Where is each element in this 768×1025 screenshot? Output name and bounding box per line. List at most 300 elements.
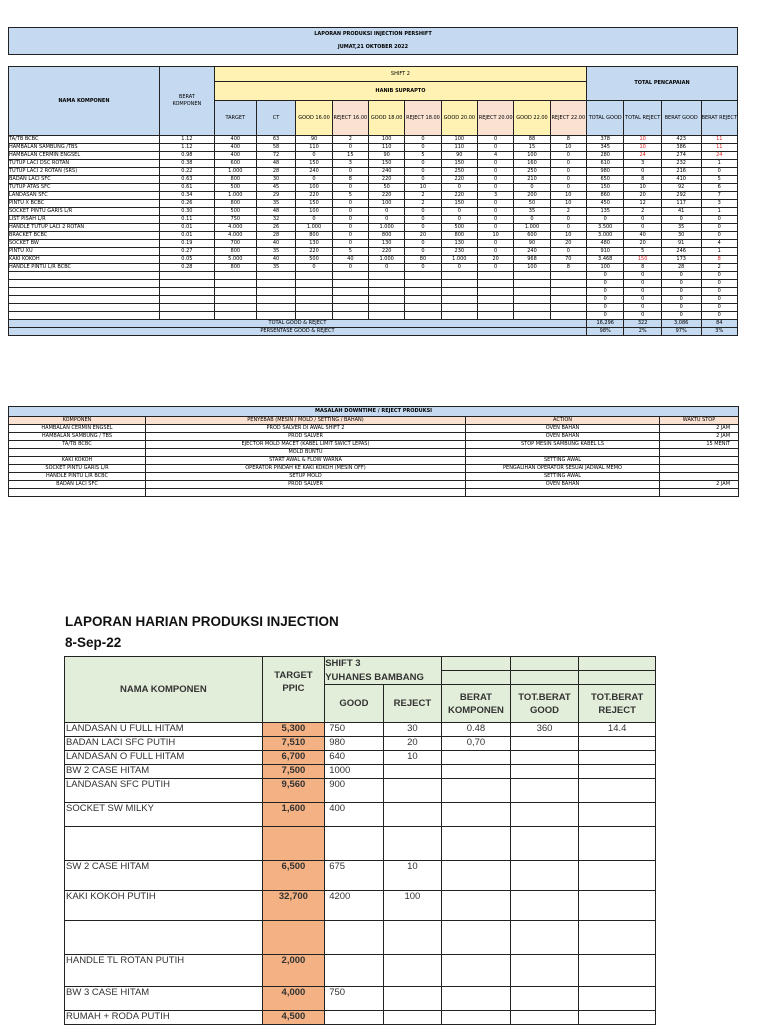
row-total: 0	[587, 272, 624, 280]
downtime-cell: STOP MESIN SAMBUNG KABEL LS	[466, 441, 660, 449]
report1-date: JUMAT,21 OKTOBER 2022	[9, 41, 738, 55]
row-berat: 0.05	[159, 256, 214, 264]
row-name: HAMBALAN SAMBUNG /TBS	[9, 144, 160, 152]
r2-table-row	[65, 765, 656, 779]
row-value: 0	[332, 232, 368, 240]
row-total: 0	[624, 296, 661, 304]
r2-row-target: 4,000	[262, 987, 325, 1011]
r2-row-good	[325, 955, 383, 987]
downtime-cell: OVEN BAHAN	[466, 425, 660, 433]
row-value: 200	[514, 192, 550, 200]
r2-row-tot-good	[510, 955, 579, 987]
col-target: TARGET	[214, 101, 256, 136]
row-value: 0	[477, 136, 513, 144]
row-ct: 35	[256, 248, 296, 256]
empty-cell	[9, 280, 160, 288]
downtime-cell: SOCKET PINTU GARIS L/R	[9, 465, 146, 473]
col-total: TOTAL REJECT	[624, 101, 661, 136]
row-ct: 35	[256, 200, 296, 208]
table-row	[9, 168, 738, 176]
row-total: 274	[661, 152, 701, 160]
row-total: 1	[701, 160, 738, 168]
row-value: 0	[550, 248, 586, 256]
col-ct: CT	[256, 101, 296, 136]
row-target: 800	[214, 248, 256, 256]
empty-cell	[405, 312, 441, 320]
r2-row-tot-reject	[579, 861, 656, 891]
r2-row-tot-reject: 14.4	[579, 723, 656, 737]
row-value: 100	[296, 208, 332, 216]
row-name: BADAN LACI SFC	[9, 176, 160, 184]
r2-row-name: LANDASAN U FULL HITAM	[65, 723, 263, 737]
row-ct: 40	[256, 256, 296, 264]
empty-cell	[332, 280, 368, 288]
row-ct: 40	[256, 240, 296, 248]
row-total: 3.468	[587, 256, 624, 264]
r2-row-good: 750	[325, 723, 383, 737]
row-value: 10	[550, 192, 586, 200]
row-total: 0	[661, 296, 701, 304]
downtime-cell: OPERATOR PINDAH KE KAKI KOKOH (MESIN OFF)	[146, 465, 466, 473]
r2-row-target: 6,500	[262, 861, 325, 891]
empty-cell	[296, 272, 332, 280]
empty-cell	[441, 272, 477, 280]
row-value: 10	[550, 232, 586, 240]
table-row	[9, 208, 738, 216]
empty-cell	[214, 296, 256, 304]
r2-row-reject: 30	[383, 723, 441, 737]
row-value: 100	[369, 136, 405, 144]
row-total: 410	[661, 176, 701, 184]
row-value: 0	[477, 248, 513, 256]
row-value: 0	[369, 264, 405, 272]
empty-cell	[159, 272, 214, 280]
row-total: 0	[701, 288, 738, 296]
downtime-cell: HAMBALAN CERMIN ENGSEL	[9, 425, 146, 433]
empty-cell	[159, 280, 214, 288]
row-total: 10	[624, 144, 661, 152]
row-total: 91	[661, 240, 701, 248]
row-target: 500	[214, 208, 256, 216]
total-value: 3,086	[661, 320, 701, 328]
row-total: 8	[624, 264, 661, 272]
empty-cell	[369, 296, 405, 304]
empty-cell	[256, 296, 296, 304]
row-total: 0	[701, 296, 738, 304]
row-ct: 28	[256, 168, 296, 176]
col-reject: REJECT 16.00	[332, 101, 368, 136]
row-target: 700	[214, 240, 256, 248]
row-value: 0	[477, 264, 513, 272]
r2-row-tot-reject	[579, 803, 656, 827]
empty-cell	[214, 312, 256, 320]
row-total: 860	[587, 192, 624, 200]
row-value: 0	[514, 216, 550, 224]
r2-row-good: 400	[325, 803, 383, 827]
empty-cell	[369, 304, 405, 312]
row-total: 0	[701, 272, 738, 280]
empty-cell	[550, 312, 586, 320]
col-reject: REJECT 18.00	[405, 101, 441, 136]
row-total: 135	[587, 208, 624, 216]
row-value: 10	[550, 200, 586, 208]
row-total: 0	[701, 224, 738, 232]
empty-cell	[514, 280, 550, 288]
row-value: 0	[477, 224, 513, 232]
r2-row-name: KAKI KOKOH PUTIH	[65, 891, 263, 921]
r2-row-name	[65, 921, 263, 955]
r2-table-row	[65, 803, 656, 827]
r2-col-tot-berat-good: TOT.BERAT GOOD	[510, 685, 579, 723]
downtime-row	[9, 449, 739, 457]
row-value: 0	[332, 184, 368, 192]
downtime-col-header: WAKTU STOP	[660, 417, 739, 425]
row-value: 160	[514, 160, 550, 168]
r2-row-reject	[383, 765, 441, 779]
r2-row-berat	[442, 921, 511, 955]
downtime-cell: 2 JAM	[660, 433, 739, 441]
row-value: 0	[550, 224, 586, 232]
row-value: 0	[296, 264, 332, 272]
row-target: 800	[214, 264, 256, 272]
empty-cell	[441, 280, 477, 288]
row-berat: 0.26	[159, 200, 214, 208]
r2-row-good	[325, 921, 383, 955]
empty-cell	[477, 312, 513, 320]
r2-row-target: 7,500	[262, 765, 325, 779]
row-name: TA/TB BCBC	[9, 136, 160, 144]
operator-name: HANIB SUPRAPTO	[214, 82, 586, 101]
row-target: 750	[214, 216, 256, 224]
downtime-cell	[9, 489, 146, 497]
row-total: 0	[661, 304, 701, 312]
row-value: 0	[296, 152, 332, 160]
row-berat: 1.12	[159, 144, 214, 152]
row-total: 1	[701, 248, 738, 256]
r2-row-tot-reject	[579, 921, 656, 955]
downtime-col-header: KOMPONEN	[9, 417, 146, 425]
downtime-row	[9, 465, 739, 473]
row-value: 600	[514, 232, 550, 240]
r2-table-row	[65, 1011, 656, 1025]
r2-row-reject	[383, 921, 441, 955]
row-value: 0	[550, 168, 586, 176]
row-value: 0	[441, 216, 477, 224]
r2-row-berat	[442, 861, 511, 891]
r2-row-reject	[383, 987, 441, 1011]
row-value: 35	[514, 208, 550, 216]
col-reject: REJECT 20.00	[477, 101, 513, 136]
row-total: 0	[587, 280, 624, 288]
table-row	[9, 216, 738, 224]
row-total: 0	[624, 288, 661, 296]
row-total: 41	[661, 208, 701, 216]
row-value: 0	[405, 208, 441, 216]
r2-row-berat	[442, 955, 511, 987]
row-value: 130	[441, 240, 477, 248]
row-value: 2	[405, 192, 441, 200]
empty-cell	[159, 312, 214, 320]
empty-cell	[332, 312, 368, 320]
downtime-col-header: ACTION	[466, 417, 660, 425]
row-total: 0	[701, 312, 738, 320]
col-good: GOOD 18.00	[369, 101, 405, 136]
row-berat: 0.34	[159, 192, 214, 200]
row-value: 0	[369, 208, 405, 216]
row-value: 230	[441, 248, 477, 256]
row-value: 80	[405, 256, 441, 264]
table-row	[9, 184, 738, 192]
downtime-cell: START AWAL & FLOW WARNA	[146, 457, 466, 465]
downtime-cell	[660, 489, 739, 497]
downtime-cell	[146, 489, 466, 497]
row-value: 130	[369, 240, 405, 248]
row-total: 0	[624, 224, 661, 232]
row-value: 50	[369, 184, 405, 192]
row-value: 0	[477, 216, 513, 224]
row-total: 28	[661, 264, 701, 272]
row-target: 1.000	[214, 168, 256, 176]
empty-cell	[214, 272, 256, 280]
empty-cell	[214, 280, 256, 288]
downtime-cell	[9, 449, 146, 457]
row-berat: 1.12	[159, 136, 214, 144]
r2-row-berat	[442, 751, 511, 765]
row-total: 0	[661, 272, 701, 280]
total-value: 322	[624, 320, 661, 328]
row-total: 12	[624, 200, 661, 208]
row-total: 150	[587, 184, 624, 192]
row-value: 1.000	[369, 224, 405, 232]
row-total: 246	[661, 248, 701, 256]
downtime-header-row	[9, 417, 739, 425]
row-value: 5	[332, 248, 368, 256]
row-target: 400	[214, 144, 256, 152]
empty-cell	[514, 288, 550, 296]
r2-row-tot-good	[510, 737, 579, 751]
empty-cell	[332, 304, 368, 312]
row-total: 0	[624, 304, 661, 312]
empty-cell	[296, 280, 332, 288]
table-row	[9, 232, 738, 240]
empty-row	[9, 296, 738, 304]
downtime-title: MASALAH DOWNTIME / REJECT PRODUKSI	[9, 407, 739, 417]
downtime-cell: 2 JAM	[660, 481, 739, 489]
r2-row-tot-reject	[579, 1011, 656, 1025]
r2-table-row	[65, 955, 656, 987]
row-berat: 0.28	[159, 264, 214, 272]
downtime-cell: SETTING AWAL	[466, 457, 660, 465]
row-total: 2	[624, 208, 661, 216]
downtime-cell: HAMBALAN SAMBUNG / TBS	[9, 433, 146, 441]
row-berat: 0.61	[159, 184, 214, 192]
r2-table-row	[65, 891, 656, 921]
row-value: 0	[405, 248, 441, 256]
downtime-row	[9, 433, 739, 441]
row-value: 3	[477, 192, 513, 200]
row-value: 0	[405, 144, 441, 152]
row-total: 0	[587, 216, 624, 224]
row-berat: 0.01	[159, 224, 214, 232]
report2-date: 8-Sep-22	[65, 635, 122, 650]
row-total: 5	[701, 176, 738, 184]
row-total: 0	[661, 216, 701, 224]
r2-col-tot-berat-reject: TOT.BERAT REJECT	[579, 685, 656, 723]
r2-row-reject	[383, 955, 441, 987]
row-value: 8	[550, 264, 586, 272]
r2-row-good: 4200	[325, 891, 383, 921]
empty-cell	[256, 304, 296, 312]
empty-cell	[296, 296, 332, 304]
row-value: 800	[441, 232, 477, 240]
row-value: 800	[369, 232, 405, 240]
row-total: 100	[587, 264, 624, 272]
r2-row-reject: 100	[383, 891, 441, 921]
r2-row-name: LANDASAN SFC PUTIH	[65, 779, 263, 803]
row-value: 90	[296, 136, 332, 144]
row-value: 100	[514, 152, 550, 160]
r2-row-target: 2,000	[262, 955, 325, 987]
row-total: 150	[624, 256, 661, 264]
r2-row-target: 5,300	[262, 723, 325, 737]
row-ct: 35	[256, 264, 296, 272]
row-value: 968	[514, 256, 550, 264]
table-row	[9, 240, 738, 248]
r2-row-tot-good	[510, 1011, 579, 1025]
downtime-row	[9, 473, 739, 481]
row-value: 0	[369, 216, 405, 224]
report2-title: LAPORAN HARIAN PRODUKSI INJECTION	[65, 614, 339, 629]
row-value: 0	[405, 160, 441, 168]
r2-row-target: 6,700	[262, 751, 325, 765]
row-value: 0	[332, 240, 368, 248]
row-name: HAMBALAN CERMIN ENGSEL	[9, 152, 160, 160]
downtime-cell	[660, 473, 739, 481]
row-total: 30	[661, 232, 701, 240]
row-value: 100	[514, 264, 550, 272]
empty-cell	[477, 272, 513, 280]
row-total: 2	[701, 264, 738, 272]
empty-cell	[256, 280, 296, 288]
row-berat: 0.38	[159, 160, 214, 168]
r2-row-tot-good	[510, 861, 579, 891]
row-value: 90	[514, 240, 550, 248]
empty-cell	[9, 304, 160, 312]
r2-col-berat-komponen: BERAT KOMPONEN	[442, 685, 511, 723]
r2-row-good: 640	[325, 751, 383, 765]
col-total: BERAT GOOD	[661, 101, 701, 136]
row-value: 15	[514, 144, 550, 152]
row-name: SOCKET BW	[9, 240, 160, 248]
row-value: 0	[477, 144, 513, 152]
row-ct: 63	[256, 136, 296, 144]
r2-row-berat	[442, 1011, 511, 1025]
col-reject: REJECT 22.00	[550, 101, 586, 136]
row-value: 0	[441, 184, 477, 192]
row-value: 2	[550, 208, 586, 216]
downtime-cell	[466, 449, 660, 457]
row-value: 0	[550, 160, 586, 168]
row-total: 11	[701, 136, 738, 144]
percent-row	[9, 328, 738, 336]
row-value: 4	[477, 152, 513, 160]
empty-cell	[514, 304, 550, 312]
downtime-cell: MOLD BUNTU	[146, 449, 466, 457]
empty-cell	[477, 304, 513, 312]
downtime-cell: TA/TB BCBC	[9, 441, 146, 449]
r2-table-row	[65, 921, 656, 955]
row-value: 20	[405, 232, 441, 240]
r2-row-berat	[442, 779, 511, 803]
empty-cell	[256, 312, 296, 320]
r2-row-target: 7,510	[262, 737, 325, 751]
row-total: 0	[661, 312, 701, 320]
r2-row-tot-reject	[579, 751, 656, 765]
r2-row-tot-reject	[579, 891, 656, 921]
row-total: 423	[661, 136, 701, 144]
row-total: 35	[661, 224, 701, 232]
r2-row-name: LANDASAN O FULL HITAM	[65, 751, 263, 765]
row-total: 232	[661, 160, 701, 168]
row-total: 6	[701, 184, 738, 192]
row-value: 100	[296, 184, 332, 192]
empty-cell	[441, 296, 477, 304]
row-value: 0	[405, 168, 441, 176]
row-target: 4.000	[214, 232, 256, 240]
empty-cell	[256, 272, 296, 280]
empty-row	[9, 288, 738, 296]
empty-cell	[405, 296, 441, 304]
row-value: 20	[550, 240, 586, 248]
r2-table-row	[65, 723, 656, 737]
row-total: 3.500	[587, 224, 624, 232]
row-total: 378	[587, 136, 624, 144]
row-ct: 32	[256, 216, 296, 224]
row-value: 130	[296, 240, 332, 248]
empty-cell	[369, 312, 405, 320]
percent-value: 97%	[661, 328, 701, 336]
row-berat: 0.11	[159, 216, 214, 224]
downtime-cell: PROD SALVER DI AWAL SHIFT 2	[146, 425, 466, 433]
row-value: 0	[405, 136, 441, 144]
row-value: 0	[332, 224, 368, 232]
r2-row-target: 4,500	[262, 1011, 325, 1025]
r2-row-tot-reject	[579, 827, 656, 861]
row-value: 10	[405, 184, 441, 192]
col-good: GOOD 16.00	[296, 101, 332, 136]
row-value: 5	[332, 192, 368, 200]
row-total: 0	[587, 296, 624, 304]
row-name: SOCKET PINTU GARIS L/R	[9, 208, 160, 216]
downtime-cell: OVEN BAHAN	[466, 481, 660, 489]
row-total: 345	[587, 144, 624, 152]
row-value: 2	[332, 136, 368, 144]
r2-row-tot-good	[510, 827, 579, 861]
r2-row-reject	[383, 1011, 441, 1025]
row-value: 0	[405, 264, 441, 272]
downtime-cell: PROD SALVER	[146, 481, 466, 489]
production-table	[8, 66, 738, 336]
row-total: 216	[661, 168, 701, 176]
empty-cell	[514, 312, 550, 320]
row-name: TUTUP ATAS SFC	[9, 184, 160, 192]
row-target: 800	[214, 200, 256, 208]
table-row	[9, 152, 738, 160]
r2-row-tot-good	[510, 779, 579, 803]
row-value: 0	[332, 208, 368, 216]
row-value: 0	[477, 208, 513, 216]
row-total: 0	[701, 216, 738, 224]
